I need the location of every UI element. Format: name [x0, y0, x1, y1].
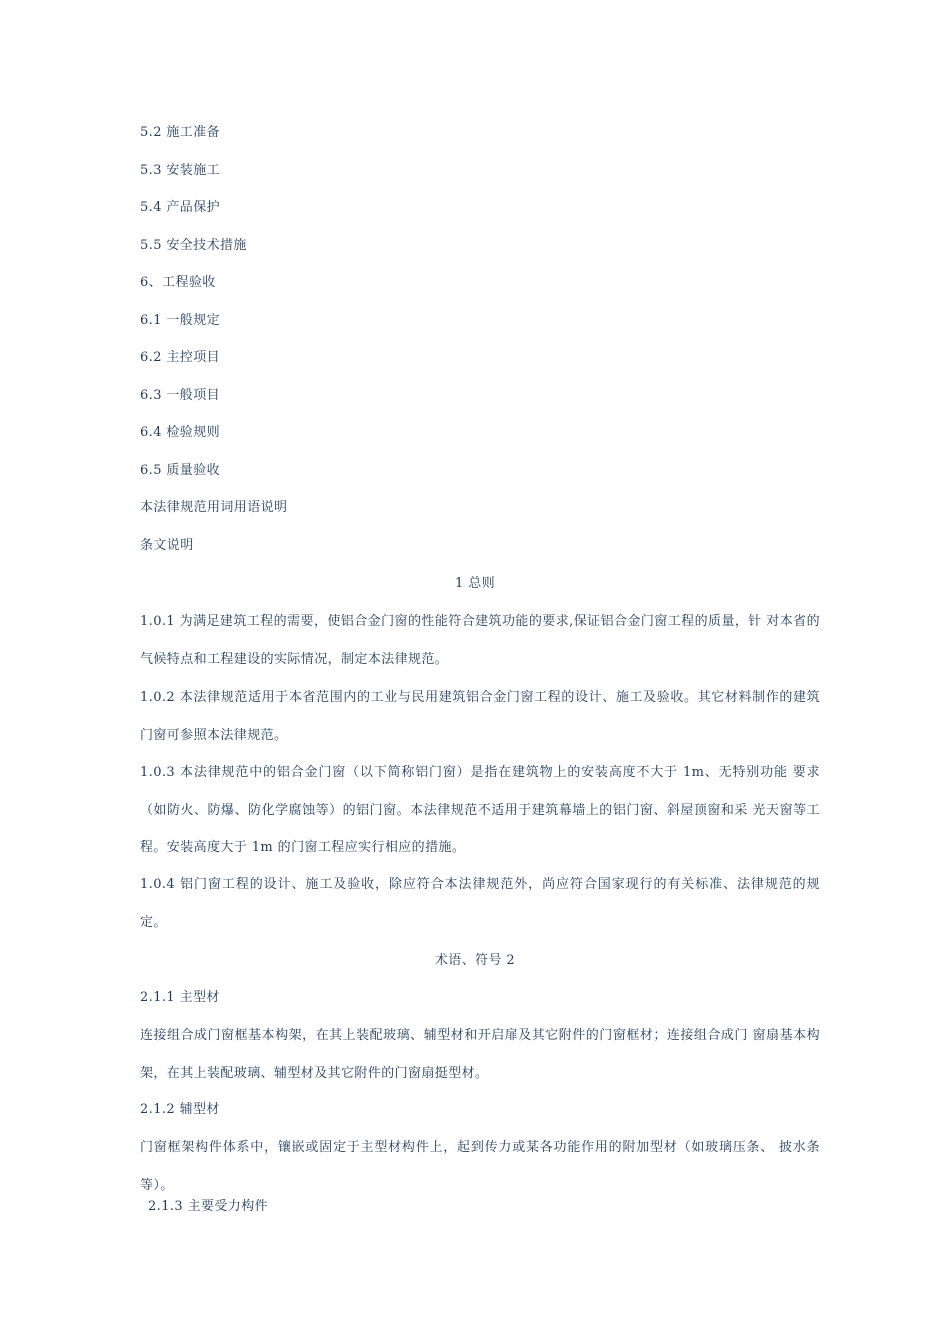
term-2-1-2-definition: 门窗框架构件体系中，镶嵌或固定于主型材构件上，起到传力或某各功能作用的附加型材（如玻璃压条、 披水条等）。: [140, 1140, 820, 1193]
clause-1-0-4: 1.0.4 铝门窗工程的设计、施工及验收，除应符合本法律规范外，尚应符合国家现行的有关标准、法律规范的规定。: [140, 877, 820, 930]
clause-1-0-3: 1.0.3 本法律规范中的铝合金门窗（以下简称铝门窗）是指在建筑物上的安装高度不大于 1m、无特别功能 要求（如防火、防爆、防化学腐蚀等）的铝门窗。本法律规范不适用于建筑幕墙上的铝门窗、斜屋顶窗和采 光天窗等工程。安装高度大于 1m 的门窗工程应实行相应的措施。: [140, 765, 820, 855]
toc-item-5-3: 5.3 安装施工: [140, 163, 221, 178]
term-2-1-2-title: 2.1.2 辅型材: [140, 1102, 220, 1117]
term-2-1-1-title: 2.1.1 主型材: [140, 990, 220, 1005]
toc-item-6: 6、工程验收: [140, 275, 216, 290]
clause-1-0-1: 1.0.1 为满足建筑工程的需要，使铝合金门窗的性能符合建筑功能的要求,保证铝合金门窗工程的质量，针 对本省的气候特点和工程建设的实际情况，制定本法律规范。: [140, 614, 820, 667]
toc-item-6-4: 6.4 检验规则: [140, 425, 221, 440]
toc-item-6-2: 6.2 主控项目: [140, 350, 221, 365]
section-heading-terms: 术语、符号 2: [434, 953, 516, 968]
term-2-1-1-definition: 连接组合成门窗框基本构架，在其上装配玻璃、辅型材和开启扉及其它附件的门窗框材；连接组合成门 窗扇基本构架，在其上装配玻璃、辅型材及其它附件的门窗扇挺型材。: [140, 1028, 820, 1081]
toc-item-5-2: 5.2 施工准备: [140, 125, 221, 140]
term-2-1-3-title: 2.1.3 主要受力构件: [148, 1199, 269, 1214]
toc-item-terms-explanation: 本法律规范用词用语说明: [140, 500, 288, 515]
toc-item-5-4: 5.4 产品保护: [140, 200, 221, 215]
toc-item-clause-explanation: 条文说明: [140, 538, 194, 553]
toc-item-6-5: 6.5 质量验收: [140, 463, 221, 478]
toc-item-6-3: 6.3 一般项目: [140, 388, 221, 403]
toc-item-5-5: 5.5 安全技术措施: [140, 238, 247, 253]
clause-1-0-2: 1.0.2 本法律规范适用于本省范围内的工业与民用建筑铝合金门窗工程的设计、施工及验收。其它材料制作的建筑门窗可参照本法律规范。: [140, 690, 820, 743]
section-heading-general: 1 总则: [454, 576, 495, 591]
toc-item-6-1: 6.1 一般规定: [140, 313, 221, 328]
